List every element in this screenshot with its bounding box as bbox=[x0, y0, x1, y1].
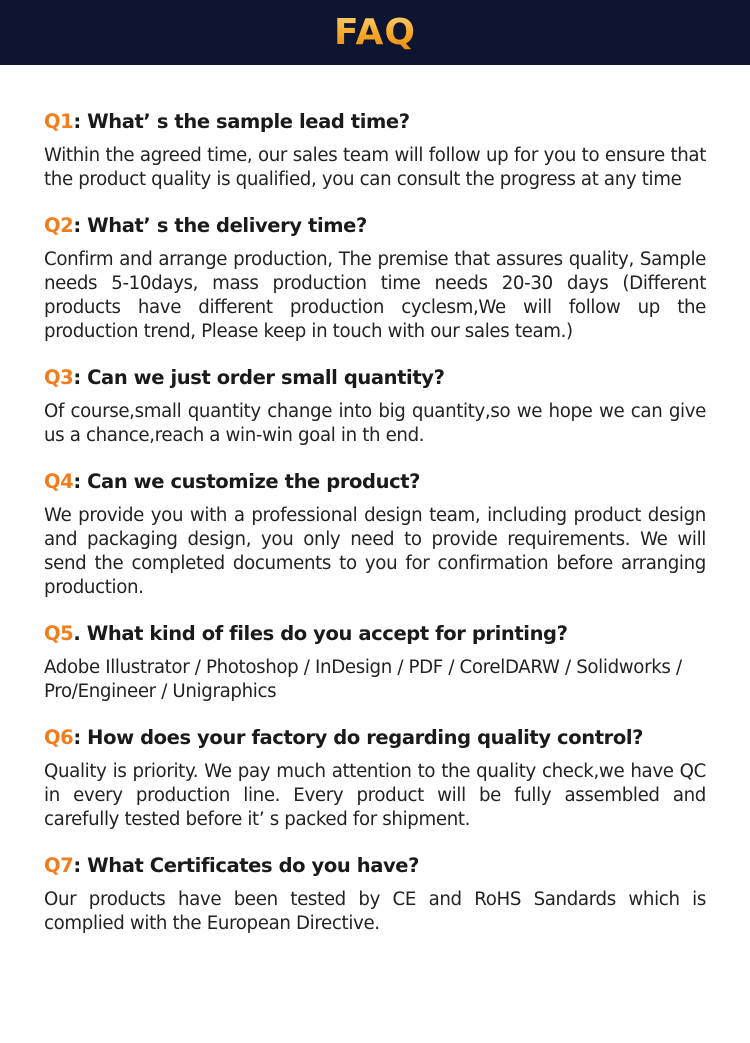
faq-item-q5 bbox=[44, 621, 706, 704]
faq-item-q4 bbox=[44, 469, 706, 600]
question-number: Q5 bbox=[44, 622, 74, 645]
question-text: : How does your factory do regarding quality control? bbox=[73, 726, 644, 749]
question-text: : Can we just order small quantity? bbox=[73, 366, 445, 389]
question-number: Q7 bbox=[44, 854, 74, 877]
question-number: Q6 bbox=[44, 726, 74, 749]
question-text: : What’ s the sample lead time? bbox=[73, 110, 410, 133]
faq-list bbox=[0, 65, 750, 936]
faq-question bbox=[44, 853, 706, 879]
faq-question bbox=[44, 469, 706, 495]
faq-answer: Of course,small quantity change into big quantity,so we hope we can give us a chance,reach a win-win goal in th end. bbox=[44, 401, 706, 446]
question-text: : What Certificates do you have? bbox=[73, 854, 420, 877]
question-number: Q3 bbox=[44, 366, 74, 389]
faq-item-q3 bbox=[44, 365, 706, 448]
question-text: : Can we customize the product? bbox=[73, 470, 421, 493]
faq-answer: Adobe Illustrator / Photoshop / InDesign / PDF / CorelDARW / Solidworks / Pro/Engineer / Unigraphics bbox=[44, 657, 682, 702]
faq-item-q6 bbox=[44, 725, 706, 832]
faq-question bbox=[44, 621, 706, 647]
faq-item-q2 bbox=[44, 213, 706, 344]
question-text: : What’ s the delivery time? bbox=[73, 214, 367, 237]
faq-question bbox=[44, 213, 706, 239]
faq-item-q7 bbox=[44, 853, 706, 936]
faq-question bbox=[44, 365, 706, 391]
question-number: Q1 bbox=[44, 110, 74, 133]
faq-answer: Quality is priority. We pay much attention to the quality check,we have QC in every production line. Every product will be fully assembled and carefully tested before it’ s packed for shipment. bbox=[44, 761, 706, 830]
faq-answer: Our products have been tested by CE and RoHS Sandards which is complied with the European Directive. bbox=[44, 889, 706, 934]
faq-header bbox=[0, 0, 750, 65]
question-text: . What kind of files do you accept for printing? bbox=[73, 622, 568, 645]
faq-answer: Confirm and arrange production, The premise that assures quality, Sample needs 5-10days, mass production time needs 20-30 days (Different products have different production cyclesm,We will follow up the production trend, Please keep in touch with our sales team.) bbox=[44, 249, 706, 342]
faq-answer: We provide you with a professional design team, including product design and packaging design, you only need to provide requirements. We will send the completed documents to you for confirmation before arranging production. bbox=[44, 505, 706, 598]
faq-question bbox=[44, 109, 706, 135]
question-number: Q2 bbox=[44, 214, 74, 237]
faq-item-q1 bbox=[44, 109, 706, 192]
page-title: FAQ bbox=[334, 12, 416, 53]
faq-question bbox=[44, 725, 706, 751]
question-number: Q4 bbox=[44, 470, 74, 493]
faq-answer: Within the agreed time, our sales team will follow up for you to ensure that the product quality is qualified, you can consult the progress at any time bbox=[44, 145, 706, 190]
